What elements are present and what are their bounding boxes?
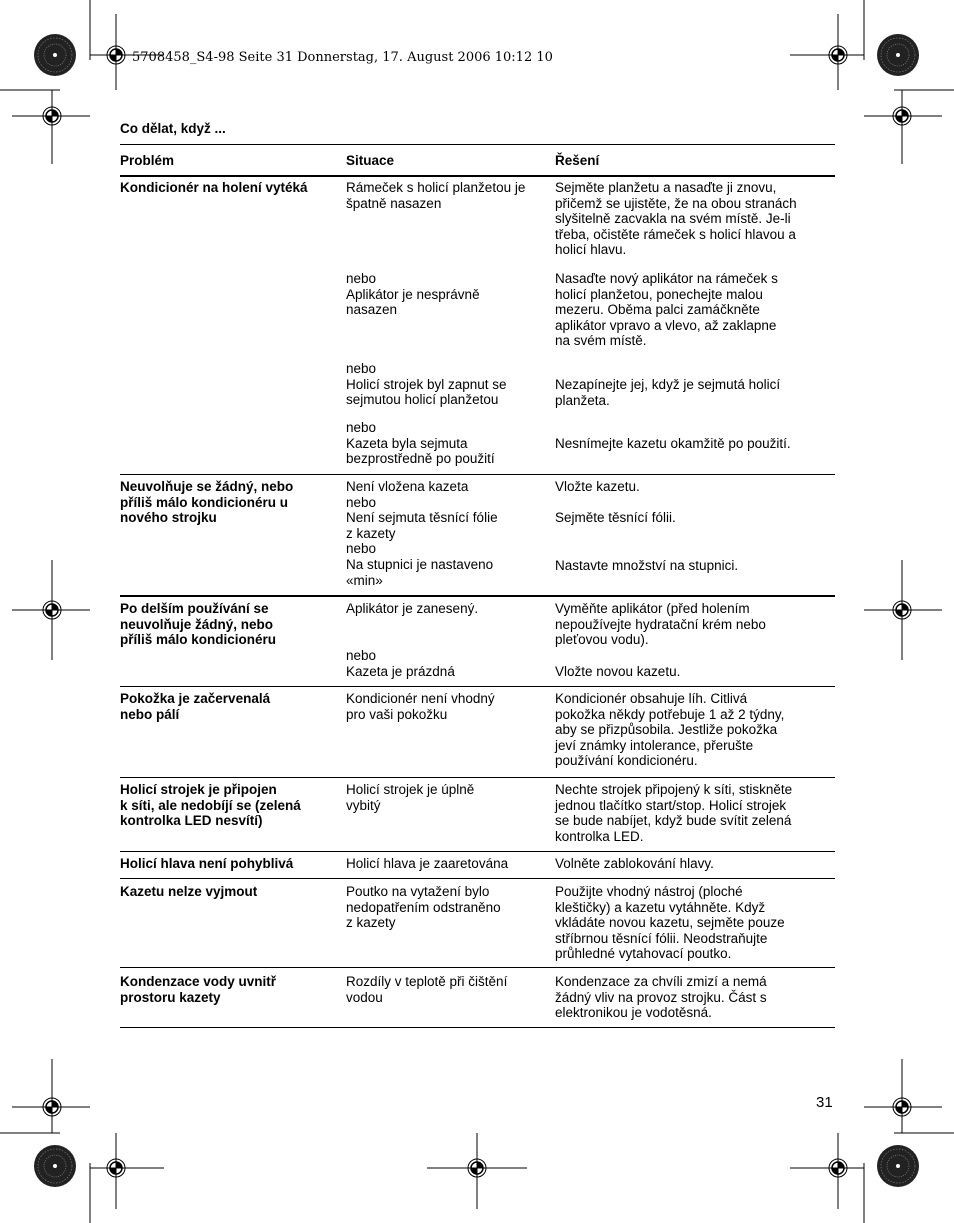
table-row-solution: Použijte vhodný nástroj (ploché kleštičky) a kazetu vytáhněte. Když vkládáte novou kazetu, sejměte pouze stříbrnou těsnící fólii. Neodstraňujte průhledné vytahovací poutko. [555,884,785,962]
page-number: 31 [816,1094,833,1111]
table-row-solution: Nechte strojek připojený k síti, stiskněte jednou tlačítko start/stop. Holicí strojek se bude nabíjet, když bude svítit zelená kontrolka LED. [555,782,793,844]
table-row-situation: nebo Kazeta byla sejmuta bezprostředně po použití [346,420,495,467]
table-row-solution: Kondicionér obsahuje líh. Citlivá pokožka někdy potřebuje 1 až 2 týdny, aby se přizpůsobila. Jestliže pokožka jeví známky intolerance, přerušte používání kondicionéru. [555,691,785,769]
table-row-problem: Holicí strojek je připojen k síti, ale nedobíjí se (zelená kontrolka LED nesvítí) [120,782,301,829]
column-header-solution: Řešení [555,153,600,168]
row-divider [120,851,835,852]
column-header-situation: Situace [346,153,395,168]
table-row-problem: Kondicionér na holení vytéká [120,180,308,195]
table-row-problem: Kondenzace vody uvnitř prostoru kazety [120,974,277,1005]
table-row-solution: Vložte kazetu. [555,479,640,494]
table-row-solution: Kondenzace za chvíli zmizí a nemá žádný vliv na provoz strojku. Část s elektronikou je vodotěsná. [555,974,767,1021]
table-row-situation: nebo Aplikátor je nesprávně nasazen [346,271,480,318]
print-slug: 5708458_S4-98 Seite 31 Donnerstag, 17. August 2006 10:12 10 [132,50,553,65]
table-row-situation: Poutko na vytažení bylo nedopatřením odstraněno z kazety [346,884,501,931]
table-row-situation: Aplikátor je zanesený. [346,601,479,616]
table-bottom-rule [120,1027,835,1028]
row-divider [120,595,835,597]
table-row-solution: Nesnímejte kazetu okamžitě po použití. [555,436,791,451]
table-row-problem: Neuvolňuje se žádný, nebo příliš málo kondicionéru u nového strojku [120,479,294,526]
table-row-problem: Holicí hlava není pohyblivá [120,856,294,871]
table-row-solution: Vložte novou kazetu. [555,664,681,679]
table-row-solution: Vyměňte aplikátor (před holením nepoužívejte hydratační krém nebo pleťovou vodu). [555,601,766,648]
table-row-situation: Rozdíly v teplotě při čištění vodou [346,974,508,1005]
row-divider [120,967,835,968]
table-row-situation: Rámeček s holicí planžetou je špatně nasazen [346,180,526,211]
table-row-situation: nebo Kazeta je prázdná [346,648,455,679]
table-row-situation: Není vložena kazeta nebo Není sejmuta těsnící fólie z kazety nebo Na stupnici je nastaveno «min» [346,479,498,588]
table-row-situation: nebo Holicí strojek byl zapnut se sejmutou holicí planžetou [346,361,507,408]
table-row-situation: Kondicionér není vhodný pro vaši pokožku [346,691,495,722]
row-divider [120,474,835,475]
row-divider [120,777,835,778]
table-row-solution: Nasaďte nový aplikátor na rámeček s holicí planžetou, ponechejte malou mezeru. Oběma palci zamáčkněte aplikátor vpravo a vlevo, až zaklapne na svém místě. [555,271,778,349]
table-row-solution: Sejměte těsnící fólii. [555,510,676,525]
table-row-solution: Sejměte planžetu a nasaďte ji znovu, přičemž se ujistěte, že na obou stranách slyšitelně zacvakla na svém místě. Je-li třeba, očistěte rámeček s holicí hlavou a holicí hlavu. [555,180,797,258]
table-row-situation: Holicí strojek je úplně vybitý [346,782,475,813]
table-row-situation: Holicí hlava je zaaretována [346,856,509,871]
page-title: Co dělat, když ... [120,121,226,136]
table-top-rule [120,144,835,145]
table-row-solution: Nastavte množství na stupnici. [555,558,739,573]
row-divider [120,686,835,687]
table-row-problem: Kazetu nelze vyjmout [120,884,258,899]
table-row-problem: Pokožka je začervenalá nebo pálí [120,691,271,722]
table-row-solution: Nezapínejte jej, když je sejmutá holicí planžeta. [555,377,781,408]
table-row-solution: Volněte zablokování hlavy. [555,856,714,871]
column-header-problem: Problém [120,153,175,168]
row-divider [120,878,835,879]
table-row-problem: Po delším používání se neuvolňuje žádný, nebo příliš málo kondicionéru [120,601,277,648]
header-rule [120,175,835,177]
